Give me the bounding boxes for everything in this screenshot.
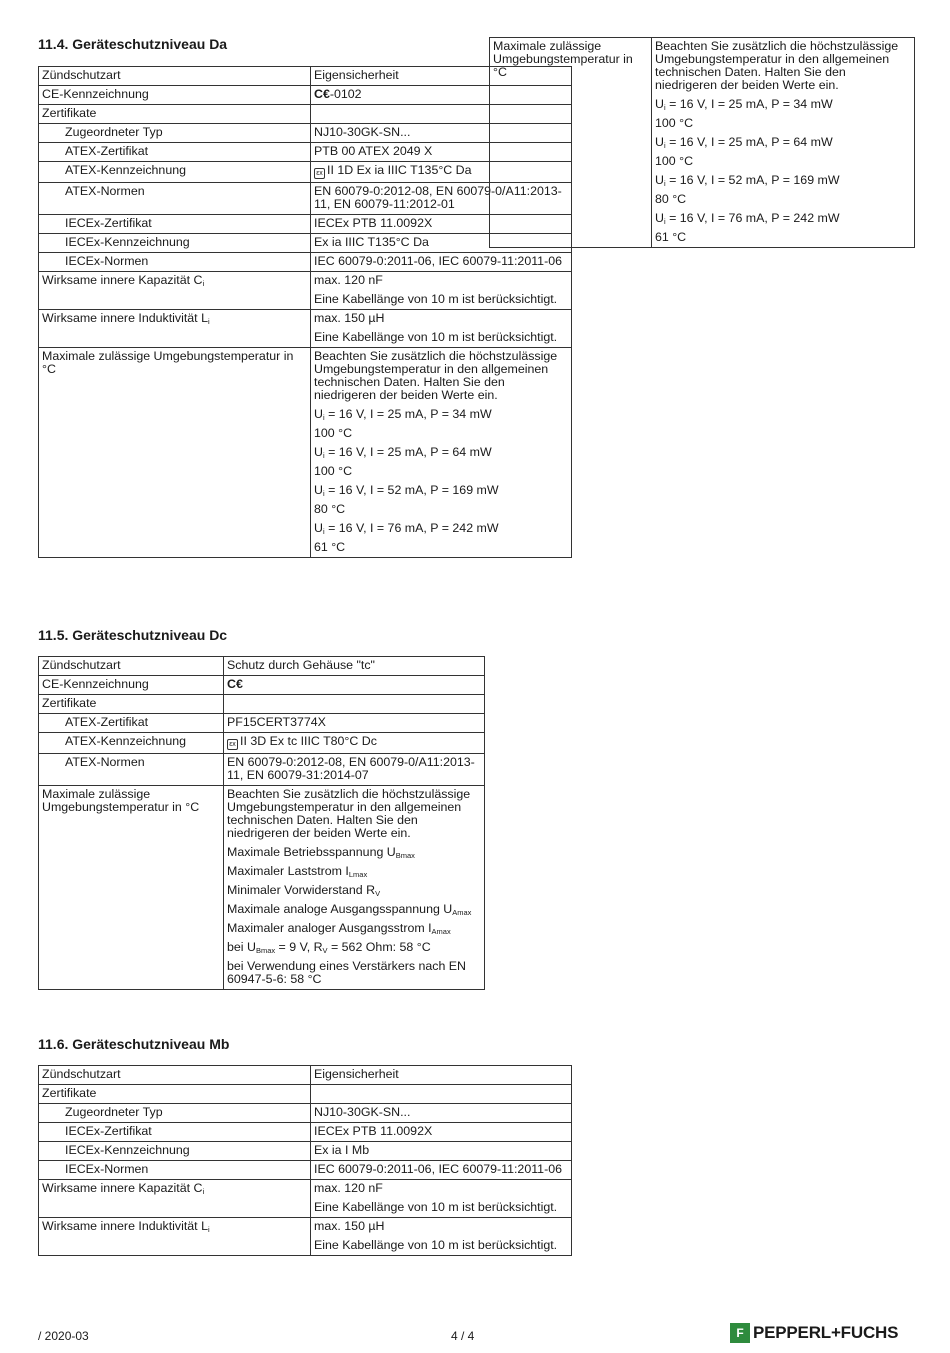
row-value: NJ10-30GK-SN...	[311, 124, 572, 143]
row-key: ATEX-Zertifikat	[39, 143, 311, 162]
ex-hexagon-icon: εx	[314, 168, 325, 179]
row-key: IECEx-Kennzeichnung	[39, 1142, 311, 1161]
row-value: EN 60079-0:2012-08, EN 60079-0/A11:2013-11, EN 60079-11:2012-01	[311, 183, 572, 215]
row-key: CE-Kennzeichnung	[39, 86, 311, 105]
row-value: Ex ia I Mb	[311, 1142, 572, 1161]
section-heading-da: 11.4. Geräteschutzniveau Da	[38, 36, 228, 52]
table-row	[39, 714, 485, 733]
row-value: Beachten Sie zusätzlich die höchstzulässige Umgebungstemperatur in den allgemeinen technischen Daten. Halten Sie den niedrigeren der beiden Werte ein. $U_i = 16$ V, I = 25 mA, P = 34 mW 100 °C $U_i = 16$ V, I = 25 mA, P = 64 mW 100 °C $U_i = 16$ V, I = 52 mA, P = 169 mW 80 °C $U_i = 16$ V, I = 76 mA, P = 242 mW 61 °C	[652, 38, 915, 248]
row-value: max. 150 µH Eine Kabellänge von 10 m ist berücksichtigt.	[311, 310, 572, 348]
row-value: IEC 60079-0:2011-06, IEC 60079-11:2011-06	[311, 253, 572, 272]
row-value: Beachten Sie zusätzlich die höchstzulässige Umgebungstemperatur in den allgemeinen technischen Daten. Halten Sie den niedrigeren der beiden Werte ein. Maximale Betriebsspannung $U_{Bmax}$ Maximaler Laststrom $I_{Lmax}$ Minimaler Vorwiderstand $R_V$ Maximale analoge Ausgangsspannung $U_{Amax}$ Maximaler analoger Ausgangsstrom $I_{Amax}$ bei $U_{Bmax} = 9$ V, $R_V = 562$ Ohm: 58 °C bei Verwendung eines Verstärkers nach EN 60947-5-6: 58 °C	[224, 786, 485, 990]
section-heading-dc: 11.5. Geräteschutzniveau Dc	[38, 627, 228, 643]
table-row	[39, 310, 572, 348]
table-row	[39, 657, 485, 676]
row-key: Wirksame innere Induktivität $L_i$	[39, 310, 311, 348]
row-key: IECEx-Zertifikat	[39, 215, 311, 234]
row-key: ATEX-Kennzeichnung	[39, 162, 311, 183]
row-value: Schutz durch Gehäuse "tc"	[224, 657, 485, 676]
table-row	[490, 38, 915, 248]
row-value: Eigensicherheit	[311, 67, 572, 86]
table-row	[39, 348, 572, 558]
row-key: Zertifikate	[39, 695, 224, 714]
section-heading-mb: 11.6. Geräteschutzniveau Mb	[38, 1036, 230, 1052]
table-row	[39, 1142, 572, 1161]
row-key: Wirksame innere Kapazität $C_i$	[39, 1180, 311, 1218]
table-row	[39, 253, 572, 272]
spec-table-mb	[38, 1065, 572, 1256]
row-value	[224, 676, 485, 695]
row-key: ATEX-Kennzeichnung	[39, 733, 224, 754]
row-value: IECEx PTB 11.0092X	[311, 1123, 572, 1142]
row-key: ATEX-Zertifikat	[39, 714, 224, 733]
table-row	[39, 786, 485, 990]
row-value: EN 60079-0:2012-08, EN 60079-0/A11:2013-11, EN 60079-31:2014-07	[224, 754, 485, 786]
row-key: Zündschutzart	[39, 657, 224, 676]
row-key: ATEX-Normen	[39, 183, 311, 215]
table-row	[39, 1218, 572, 1256]
spec-table-dc	[38, 656, 485, 990]
row-key: IECEx-Kennzeichnung	[39, 234, 311, 253]
ce-mark-icon: C€	[227, 677, 243, 691]
row-key: Zugeordneter Typ	[39, 124, 311, 143]
row-value: Beachten Sie zusätzlich die höchstzulässige Umgebungstemperatur in den allgemeinen technischen Daten. Halten Sie den niedrigeren der beiden Werte ein. $U_i = 16$ V, I = 25 mA, P = 34 mW 100 °C $U_i = 16$ V, I = 25 mA, P = 64 mW 100 °C $U_i = 16$ V, I = 52 mA, P = 169 mW 80 °C $U_i = 16$ V, I = 76 mA, P = 242 mW 61 °C	[311, 348, 572, 558]
row-key: ATEX-Normen	[39, 754, 224, 786]
row-key: Zertifikate	[39, 105, 311, 124]
ce-mark-icon: C€	[314, 87, 330, 101]
table-row	[39, 695, 485, 714]
row-key: CE-Kennzeichnung	[39, 676, 224, 695]
row-key: Zündschutzart	[39, 1066, 311, 1085]
row-value: C€-0102	[311, 86, 572, 105]
page-number: 4 / 4	[451, 1329, 475, 1343]
table-row	[39, 754, 485, 786]
row-key: IECEx-Normen	[39, 1161, 311, 1180]
logo-icon: F	[730, 1323, 750, 1343]
footer-date: / 2020-03	[38, 1329, 89, 1343]
row-value: Eigensicherheit	[311, 1066, 572, 1085]
row-value: PTB 00 ATEX 2049 X	[311, 143, 572, 162]
row-value: max. 150 µH Eine Kabellänge von 10 m ist berücksichtigt.	[311, 1218, 572, 1256]
table-row	[39, 1104, 572, 1123]
row-key: Maximale zulässige Umgebungstemperatur in °C	[39, 786, 224, 990]
row-key: IECEx-Normen	[39, 253, 311, 272]
table-row	[39, 733, 485, 754]
table-row	[39, 1066, 572, 1085]
row-value: PF15CERT3774X	[224, 714, 485, 733]
row-value: IEC 60079-0:2011-06, IEC 60079-11:2011-06	[311, 1161, 572, 1180]
row-value: IECEx PTB 11.0092X	[311, 215, 572, 234]
row-key: Zündschutzart	[39, 67, 311, 86]
row-key: Zertifikate	[39, 1085, 311, 1104]
row-value: max. 120 nF Eine Kabellänge von 10 m ist berücksichtigt.	[311, 272, 572, 310]
row-value: NJ10-30GK-SN...	[311, 1104, 572, 1123]
row-key: Maximale zulässige Umgebungstemperatur in °C	[490, 38, 652, 248]
row-value: εx II 3D Ex tc IIIC T80°C Dc	[224, 733, 485, 754]
row-key: Wirksame innere Kapazität $C_i$	[39, 272, 311, 310]
ex-hexagon-icon: εx	[227, 739, 238, 750]
row-value: εx II 1D Ex ia IIIC T135°C Da	[311, 162, 572, 183]
row-key: Wirksame innere Induktivität $L_i$	[39, 1218, 311, 1256]
row-key: Zugeordneter Typ	[39, 1104, 311, 1123]
table-row	[39, 1161, 572, 1180]
spec-table-right	[489, 37, 915, 248]
row-value: max. 120 nF Eine Kabellänge von 10 m ist berücksichtigt.	[311, 1180, 572, 1218]
row-key: Maximale zulässige Umgebungstemperatur in °C	[39, 348, 311, 558]
logo-text: PEPPERL+FUCHS	[753, 1323, 899, 1342]
table-row	[39, 676, 485, 695]
table-row	[39, 1180, 572, 1218]
company-logo	[730, 1322, 898, 1344]
table-row	[39, 1085, 572, 1104]
row-key: IECEx-Zertifikat	[39, 1123, 311, 1142]
row-value: Ex ia IIIC T135°C Da	[311, 234, 572, 253]
table-row	[39, 272, 572, 310]
table-row	[39, 1123, 572, 1142]
